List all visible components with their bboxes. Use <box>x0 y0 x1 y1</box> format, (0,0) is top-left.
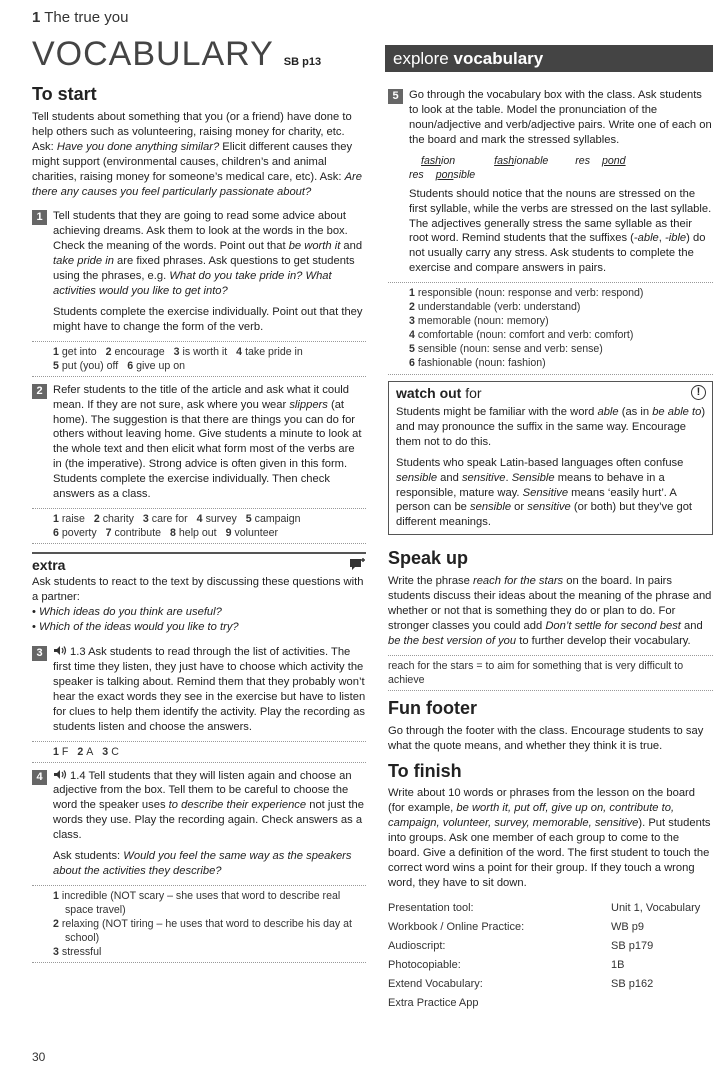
explore-vocabulary-banner: explore vocabulary <box>385 45 713 72</box>
exercise-2-answers: 1 raise 2 charity 3 care for 4 survey 5 campaign 6 poverty 7 contribute 8 help out 9 volunteer <box>32 508 366 544</box>
exercise-3-answers: 1 F 2 A 3 C <box>32 741 366 763</box>
exercise-3: 3 1.3 Ask students to read through the list of activities. The first time they listen, they just have to choose which activity the speaker is talking about. Remind them that they probably won’t hear the exact words they see in the exercise but have to listen for clues to help them identify the activity. Play the recording as students listen and choose the answers. <box>32 645 366 734</box>
exercise-number: 1 <box>32 210 47 225</box>
resources-list <box>388 901 713 1015</box>
extra-box: extra Ask students to react to the text by discussing these questions with a partner: • Which ideas do you think are useful? • Which of the ideas would you like to try? <box>32 552 366 635</box>
vocab-title-row <box>32 32 366 77</box>
to-start-text: Tell students about something that you (or a friend) have done to help others such as volunteering, raising money for charity, etc. Ask: Have you done anything similar? Elicit different causes they might support (environmental causes, children’s and animal charities, raising money for someone’s medical care, etc). Ask: Are there any causes you feel particularly passionate about? <box>32 111 362 198</box>
page-title: VOCABULARY <box>32 34 274 73</box>
stress-words: fashion fashionable res pond res ponsible <box>409 154 626 181</box>
watch-out-title: watch out for <box>396 384 482 401</box>
exercise-4: 4 1.4 Tell students that they will listen again and choose an adjective from the box. Tell them to be careful to choose the word the speaker uses to describe their experience not just the words they use. Play the recording again. Check answers as a class. Ask students: Would you feel the same way as the speakers about the activities they describe? <box>32 769 366 879</box>
exercise-number: 3 <box>32 646 47 661</box>
to-finish-heading: To finish <box>388 760 462 781</box>
exclamation-icon: ! <box>691 385 706 400</box>
audio-icon[interactable] <box>53 645 67 656</box>
audio-icon[interactable] <box>53 769 67 780</box>
speech-bubble-icon <box>348 557 366 573</box>
exercise-number: 5 <box>388 89 403 104</box>
speak-up-answer: reach for the stars = to aim for something that is very difficult to achieve <box>388 655 713 691</box>
watch-out-box: watch out for ! Students might be familiar with the word able (as in be able to) and may pronounce the suffix in the same way. Encourage them not to do this. Students who speak Latin-based languages often confuse sensible and sensitive. Sensible means to behave in a responsible, mature way. Sensitive means ‘easily hurt’. A person can be sensible or sensitive (or both) but they’ve got different meanings. <box>388 381 713 536</box>
exercise-1: 1 Tell students that they are going to read some advice about achieving dreams. Ask them to look at the words in the box. Check the meaning of the words. Point out that be worth it and take pride in are fixed phrases. Ask questions to get students using the phrases, e.g. What do you take pride in? What activities would you like to get into? Students complete the exercise individually. Point out that they might have to change the form of the verb. <box>32 209 366 334</box>
exercise-number: 4 <box>32 770 47 785</box>
exercise-2: 2 Refer students to the title of the article and ask what it could mean. If they are not sure, ask where you wear slippers (at home). The suggestion is that there are things you can do for others without leaving home. Give students a minute to look at the whole text and then elicit what form most of the verbs are in (the imperative). Strong advice is often given in this form. Students complete the exercise individually. Then check answers as a class. <box>32 383 366 502</box>
fun-footer-heading: Fun footer <box>388 697 477 718</box>
exercise-5: 5 Go through the vocabulary box with the class. Ask students to look at the table. Model the pronunciation of the noun/adjective and verb/adjective pairs. Write one of each on the board and mark the stressed syllables. fashion fashionable res pond res ponsible Students should notice that the nouns are stressed on the first syllable, while the verbs are stressed on the last syllable. The adjectives generally stress the same syllable as their root word. Remind students that the suffixes (-able, -ible) do not usually carry any stress. Ask students to complete the exercise and compare answers in pairs. <box>388 88 713 276</box>
resource-row: Photocopiable: 1B <box>388 958 625 971</box>
left-column <box>32 8 366 969</box>
page-number: 30 <box>32 1050 46 1064</box>
resource-row: Extra Practice App <box>388 996 479 1009</box>
resource-row: Audioscript: SB p179 <box>388 939 654 952</box>
exercise-4-answers: 1 incredible (NOT scary – she uses that word to describe real space travel) 2 relaxing (NOT tiring – he uses that word to describe his day at school) 3 stressful <box>32 885 366 963</box>
exercise-5-answers: 1 responsible (noun: response and verb: respond) 2 understandable (verb: understand) 3 memorable (noun: memory) 4 comfortable (noun: comfort and verb: comfort) 5 sensible (noun: sense and verb: sense) 6 fashionable (noun: fashion) <box>388 282 713 374</box>
sb-reference: SB p13 <box>283 55 322 68</box>
unit-header: 1 The true you <box>32 9 129 26</box>
speak-up-heading: Speak up <box>388 548 469 569</box>
exercise-1-answers: 1 get into 2 encourage 3 is worth it 4 take pride in 5 put (you) off 6 give up on <box>32 341 366 377</box>
resource-row: Presentation tool: Unit 1, Vocabulary <box>388 901 701 914</box>
resource-row: Extend Vocabulary: SB p162 <box>388 977 654 990</box>
list-item: • Which of the ideas would you like to try? <box>32 621 239 634</box>
resource-row: Workbook / Online Practice: WB p9 <box>388 920 645 933</box>
to-start-heading: To start <box>32 84 97 105</box>
list-item: • Which ideas do you think are useful? <box>32 606 222 619</box>
right-column: explore vocabulary 5 Go through the vocabulary box with the class. Ask students to look at the table. Model the pronunciation of the noun/adjective and verb/adjective pairs. Write one of each on the board and mark the stressed syllables. fashion fashionable res pond res ponsible Students should notice that the nouns are stressed on the first syllable, while the verbs are stressed on the last syllable. The adjectives generally stress the same syllable as their root word. Remind students that the suffixes (-able, -ible) do not usually carry any stress. Ask students to complete the exercise and compare answers in pairs. 1 responsible (noun: response and verb: respond) 2 understandable (verb: understand) 3 memorable (noun: memory) 4 comfortable (noun: comfort and verb: comfort) 5 sensible (noun: sense and verb: sense) 6 fashionable (noun: fashion) watch out for ! Students might be familiar with the word able (as in be able to) and may pronounce the suffix in the same way. Encourage them not to do this. Students who speak Latin-based languages often confuse sensible and sensitive. Sensible means to behave in a responsible, mature way. Sensitive means ‘easily hurt’. A person can be sensible or sensitive (or both) but they’ve got different meanings. Speak up Write the phrase reach for the stars on the board. In pairs students discuss their ideas about the meaning of the phrase and whether or not that is something they do or plan to do. For stronger classes you could add Don’t settle for second best and be the best version of you to further develop their vocabulary. reach for the stars = to aim for something that is very difficult to achieve Fun footer Go through the footer with the class. Encourage students to say what the quote means, and whether they think it is true. To finish Write about 10 words or phrases from the lesson on the board (for example, be worth it, put off, give up on, contribute to, campaign, volunteer, survey, memorable, sensitive). Put students into groups. Ask one member of each group to come to the board. Give a definition of the word. The first student to touch the correct word wins a point for their group. If they touch a wrong word, they have to sit down. Presentation tool: Unit 1, Vocabulary Workbook / Online Practice: WB p9 Audioscript: SB p179 Photocopiable: 1B Extend Vocabulary: SB p162 Extra Practice App <box>388 45 713 1015</box>
extra-title: extra <box>32 557 66 573</box>
exercise-number: 2 <box>32 384 47 399</box>
